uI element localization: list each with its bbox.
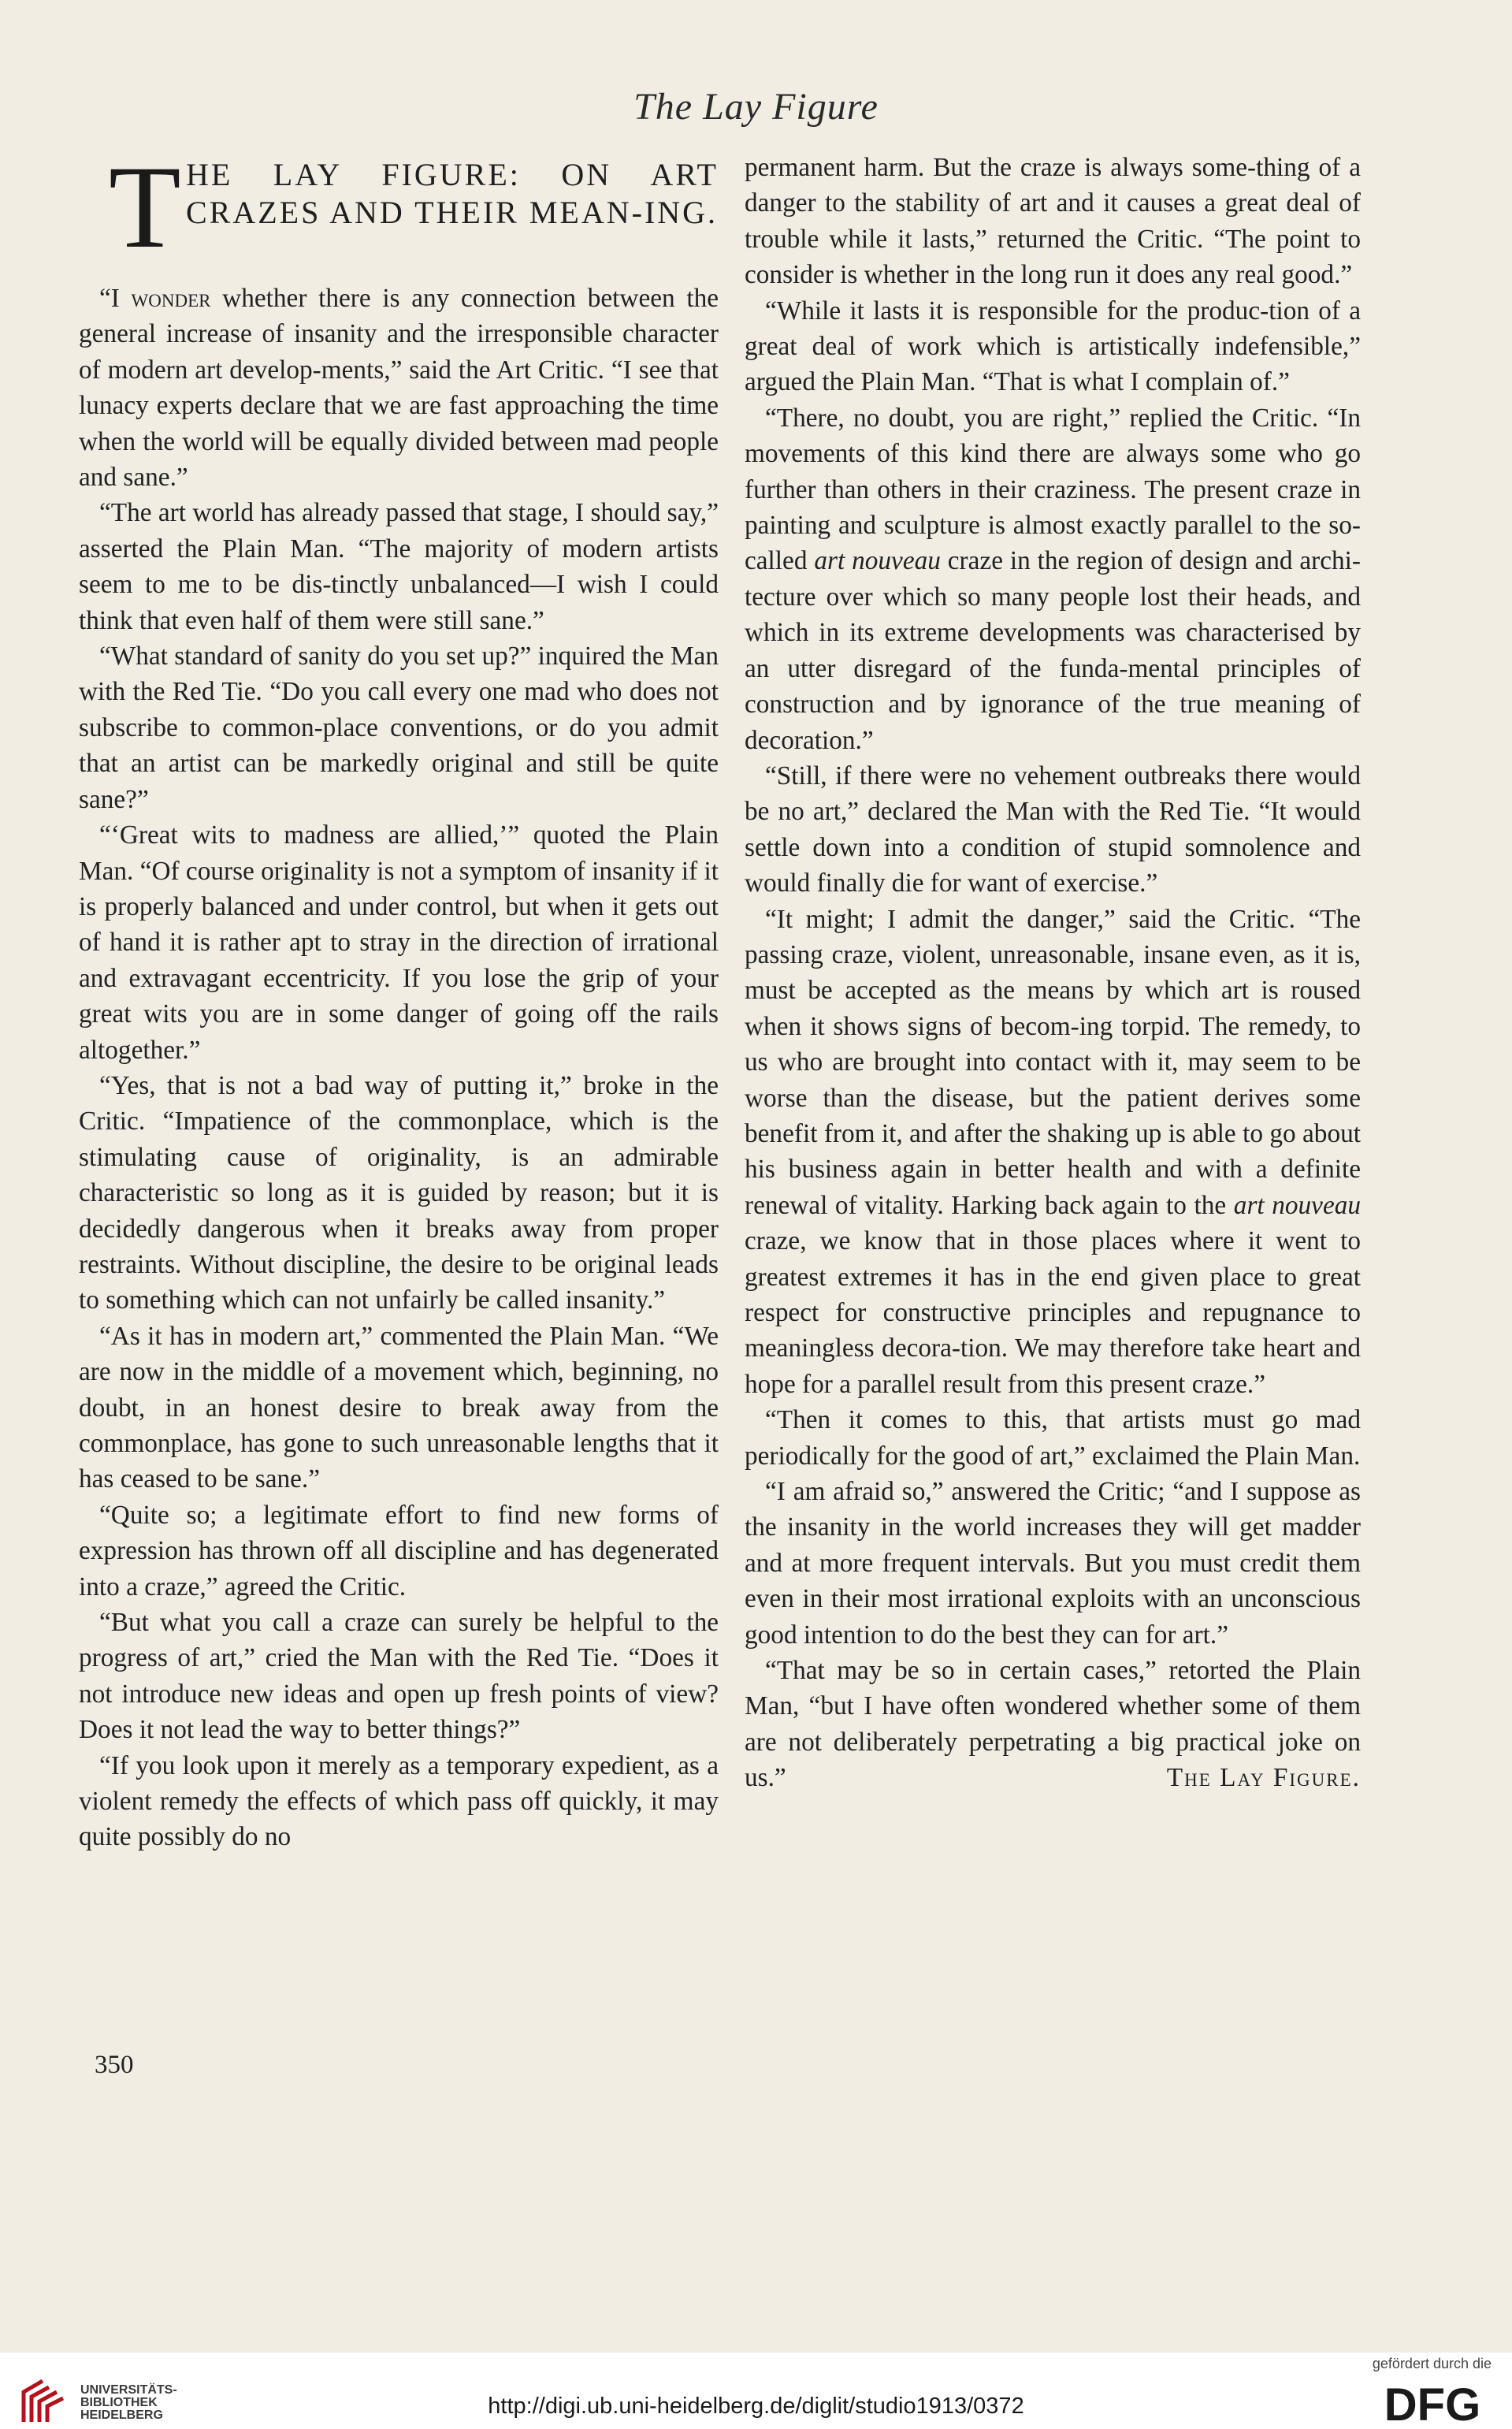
paragraph: “I wonder whether there is any connection between the general increase of insanity and the irresponsible character of modern art develop-ments,” said the Art Critic. “I see that lunacy experts declare that we are fast approaching the time when the world will be equally divided between mad people and sane.” — [79, 284, 719, 493]
paragraph-text: craze in the region of design and archi-tecture over which so many people lost their heads, and which in its extreme developments was characterised by an utter disregard of the funda-mental principles of construction and by ignorance of the true meaning of decoration.” — [745, 546, 1362, 755]
paragraph-text: whether there is any connection between the general increase of insanity and the irresponsible character of modern art develop-ments,” said the Art Critic. “I see that lunacy experts declare that we are fast approaching the time when the world will be equally divided between mad people and sane.” — [79, 284, 719, 493]
paragraph — [745, 400, 1361, 758]
library-name-line: BIBLIOTHEK — [80, 2396, 158, 2409]
right-column — [745, 150, 1361, 1796]
paragraph: “As it has in modern art,” commented the Plain Man. “We are now in the middle of a movement which, beginning, no doubt, in an honest desire to break away from the commonplace, has gone to such unreasonable lengths that it has ceased to be sane.” — [79, 1321, 719, 1494]
dfg-logo-icon[interactable] — [1373, 2378, 1492, 2425]
paragraph: “What standard of sanity do you set up?” inquired the Man with the Red Tie. “Do you call every one mad who does not subscribe to common-place conventions, or do you admit that an artist can be markedly original and still be quite sane?” — [79, 642, 719, 814]
title-drop-cap: T — [109, 142, 181, 273]
source-url-link[interactable]: http://digi.ub.uni-heidelberg.de/diglit/studio1913/0372 — [488, 2394, 1024, 2419]
paragraph: permanent harm. But the craze is always some-thing of a danger to the stability of art and it causes a great deal of trouble while it lasts,” returned the Critic. “The point to consider is whether in the long run it does any real good.” — [745, 153, 1361, 290]
paragraph: “The art world has already passed that stage, I should say,” asserted the Plain Man. “The majority of modern artists seem to me to be dis-tinctly unbalanced—I wish I could think that even half of them were still sane.” — [79, 498, 719, 635]
lead-in-words: I wonder — [110, 284, 211, 313]
article-title — [79, 142, 719, 274]
digitization-footer — [0, 2353, 1512, 2429]
paragraph-text: “That may be so in certain cases,” retorted the Plain Man, “but I have often wondered whether some of them are not deliberately perpetrating a big practical joke on us.” — [745, 1656, 1361, 1793]
left-column — [79, 142, 719, 1855]
paragraph — [745, 1653, 1361, 1796]
paragraph: “While it lasts it is responsible for the produc-tion of a great deal of work which is artistically indefensible,” argued the Plain Man. “That is what I complain of.” — [745, 296, 1361, 397]
title-text: HE LAY FIGURE: ON ART CRAZES AND THEIR MEAN-ING. — [186, 157, 719, 230]
library-name-line: HEIDELBERG — [80, 2409, 163, 2422]
paragraph: “Quite so; a legitimate effort to find new forms of expression has thrown off all discipline and has degenerated into a craze,” agreed the Critic. — [79, 1500, 719, 1601]
signature: The Lay Figure. — [1166, 1763, 1361, 1793]
page-number: 350 — [95, 2051, 134, 2079]
paragraph: “‘Great wits to madness are allied,’” quoted the Plain Man. “Of course originality is not a symptom of insanity if it is properly balanced and under control, but when it gets out of hand it is rather apt to stray in the direction of irrational and extravagant eccentricity. If you lose the grip of your great wits you are in some danger of going off the rails altogether.” — [79, 820, 719, 1065]
dfg-logo-text: DFG — [1384, 2379, 1481, 2425]
paragraph — [745, 902, 1361, 1403]
paragraph: “Still, if there were no vehement outbreaks there would be no art,” declared the Man with the Red Tie. “It would settle down into a condition of stupid somnolence and would finally die for want of exercise.” — [745, 761, 1361, 898]
italic-term: art nouveau — [1233, 1190, 1362, 1220]
paragraph: “I am afraid so,” answered the Critic; “and I suppose as the insanity in the world increases they will get madder and at more frequent intervals. But you must credit them even in their most irrational exploits with an unconscious good intention to do the best they can for art.” — [745, 1477, 1361, 1650]
paragraph-text: “It might; I admit the danger,” said the Critic. “The passing craze, violent, unreasonable, insane even, as it is, must be accepted as the means by which art is roused when it shows signs of becom-ing torpid. The remedy, to us who are brought into contact with it, may seem to be worse than the disease, but the patient derives some benefit from it, and after the shaking up is able to go about his business again in better health and with a definite renewal of vitality. Harking back again to the — [745, 904, 1361, 1220]
paragraph-text: “There, no doubt, you are right,” replied the Critic. “In movements of this kind there are always some who go further than others in their craziness. The present craze in painting and sculpture is almost exactly parallel to the so-called — [745, 403, 1361, 576]
paragraph: “If you look upon it merely as a temporary expedient, as a violent remedy the effects of which pass off quickly, it may quite possibly do no — [79, 1750, 719, 1852]
paragraph: “But what you call a craze can surely be helpful to the progress of art,” cried the Man with the Red Tie. “Does it not introduce new ideas and open up fresh points of view? Does it not lead the way to better things?” — [79, 1608, 719, 1745]
paragraph: “Then it comes to this, that artists must go mad periodically for the good of art,” exclaimed the Plain Man. — [745, 1405, 1361, 1471]
library-name-line: UNIVERSITÄTS- — [80, 2383, 177, 2397]
funded-by-text: gefördert durch die — [1372, 2356, 1492, 2371]
paragraph-text: craze, we know that in those places where it went to greatest extremes it has in the end given place to great respect for constructive principles and repugnance to meaningless decora-tion. We may therefore take heart and hope for a parallel result from this present craze.” — [745, 1226, 1361, 1399]
italic-term: art nouveau — [814, 546, 941, 576]
paragraph: “Yes, that is not a bad way of putting it,” broke in the Critic. “Impatience of the commonplace, which is the stimulating cause of originality, is an admirable characteristic so long as it is guided by reason; but it is decidedly dangerous when it breaks away from proper restraints. Without discipline, the desire to be original leads to something which can not unfairly be called insanity.” — [79, 1070, 719, 1315]
running-head: The Lay Figure — [633, 86, 879, 128]
